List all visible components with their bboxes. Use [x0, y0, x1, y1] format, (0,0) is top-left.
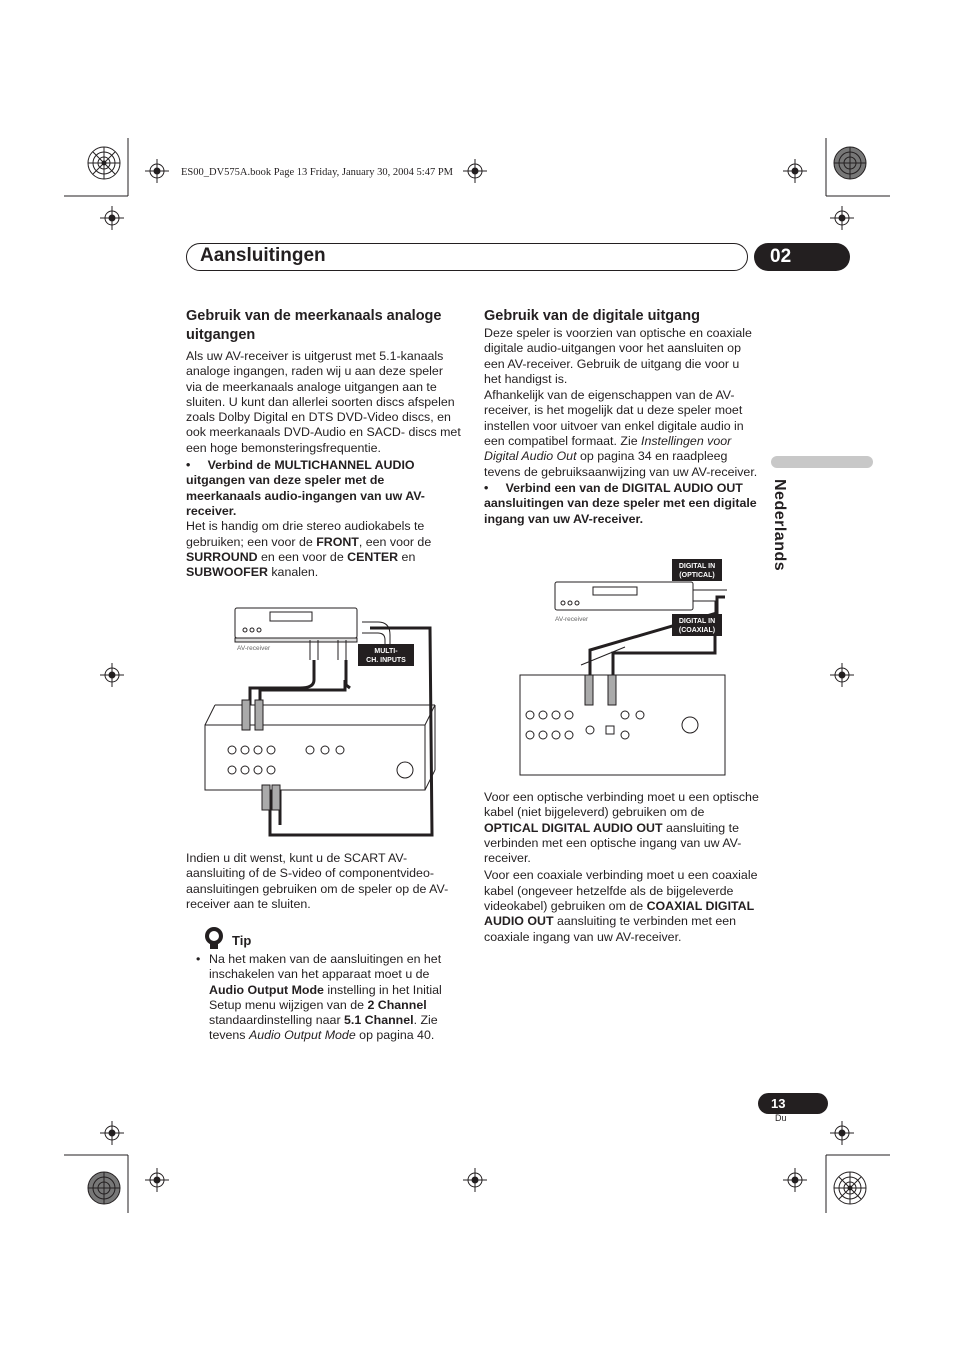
left-detail: Het is handig om drie stereo audiokabels te gebruiken; een voor de FRONT, een voor de SURROUND en een voor de CENTER en SUBWOOFER kanalen.	[186, 519, 432, 580]
tip-item: • Na het maken van de aansluitingen en het inschakelen van het apparaat moet u de Audio Output Mode instelling in het Initial Setup menu wijzigen van de 2 Channel standaardinstelling naar 5.1 Channel. Zie tevens Audio Output Mode op pagina 40.	[196, 952, 442, 1043]
right-section	[484, 307, 759, 527]
left-after-text: Indien u dit wenst, kunt u de SCART AV-aansluiting of de S-video of componentvideo-aansluitingen gebruiken om de speler op de AV-receiver aan te sluiten.	[186, 851, 449, 911]
dvd-player-rear-panel	[520, 675, 725, 775]
tip-list	[196, 952, 461, 1044]
multichannel-diagram	[200, 600, 460, 840]
right-p3: Voor een optische verbinding moet u een optische kabel (niet bijgeleverd) gebruiken om de OPTICAL DIGITAL AUDIO OUT aansluiting te verbinden met een optische ingang van uw AV-receiver.	[484, 790, 759, 866]
receiver-label: AV-receiver	[237, 645, 271, 652]
tip-title: Tip	[232, 933, 252, 948]
left-heading: Gebruik van de meerkanaals analoge uitgangen	[186, 308, 442, 343]
left-step	[186, 458, 461, 519]
left-section	[186, 307, 461, 580]
bullet: •	[196, 952, 201, 966]
chapter-number: 02	[754, 243, 850, 271]
side-language-label: Nederlands	[771, 479, 788, 572]
right-connections	[484, 790, 759, 945]
right-p2: Afhankelijk van de eigenschappen van de AV-receiver, is het mogelijk dat u deze speler moet instellen voor uitvoer van enkel digitale audio in een compatibel formaat. Zie Instellingen voor Digital Audio Out op pagina 34 en raadpleeg tevens de gebruiksaanwijzing van uw AV-receiver.	[484, 388, 758, 479]
page-lang: Du	[775, 1113, 787, 1123]
optical-label-2: (OPTICAL)	[679, 572, 715, 579]
bullet: •	[484, 480, 489, 495]
optical-label-1: DIGITAL IN	[678, 563, 716, 570]
receiver-label: AV-receiver	[555, 616, 589, 623]
page-number: 13	[758, 1093, 828, 1114]
right-step-text: Verbind een van de DIGITAL AUDIO OUT aansluitingen van deze speler met een digitale ingang van uw AV-receiver.	[484, 480, 757, 526]
coaxial-label-1: DIGITAL IN	[678, 618, 716, 625]
coaxial-label-2: (COAXIAL)	[678, 627, 716, 634]
right-heading: Gebruik van de digitale uitgang	[484, 308, 700, 324]
dvd-player-rear-panel	[205, 725, 425, 790]
left-step-text: Verbind de MULTICHANNEL AUDIO uitgangen van deze speler met de meerkanaals audio-ingangen van uw AV-receiver.	[186, 458, 425, 518]
left-after	[186, 851, 461, 912]
right-p1: Deze speler is voorzien van optische en coaxiale digitale audio-uitgangen voor het aansluiten op een AV-receiver. Gebruik de uitgang die voor u het handigst is.	[484, 326, 752, 386]
left-intro: Als uw AV-receiver is uitgerust met 5.1-kanaals analoge ingangen, raden wij u aan deze speler via de meerkanaals analoge uitgangen aan te sluiten. U kunt dan allerlei soorten discs afspelen zoals Dolby Digital en DTS DVD-Video discs, en ook meerkanaals DVD-Audio en SACD- discs met een hoge bemonsteringsfrequentie.	[186, 349, 461, 455]
input-label-2: CH. INPUTS	[366, 657, 406, 664]
input-label-1: MULTI-	[374, 648, 398, 655]
right-step	[484, 481, 759, 527]
right-p4: Voor een coaxiale verbinding moet u een coaxiale kabel (ongeveer hetzelfde als de bijgeleverde videokabel) gebruiken om de COAXIAL DIGITAL AUDIO OUT aansluiting te verbinden met een coaxiale ingang van uw AV-receiver.	[484, 868, 758, 944]
lightbulb-icon	[200, 924, 228, 952]
page-title: Aansluitingen	[200, 245, 326, 266]
file-info: ES00_DV575A.book Page 13 Friday, January 30, 2004 5:47 PM	[181, 167, 454, 178]
digital-diagram	[515, 555, 760, 780]
av-receiver-device	[555, 582, 693, 610]
bullet: •	[186, 458, 191, 473]
side-tab	[771, 456, 873, 468]
